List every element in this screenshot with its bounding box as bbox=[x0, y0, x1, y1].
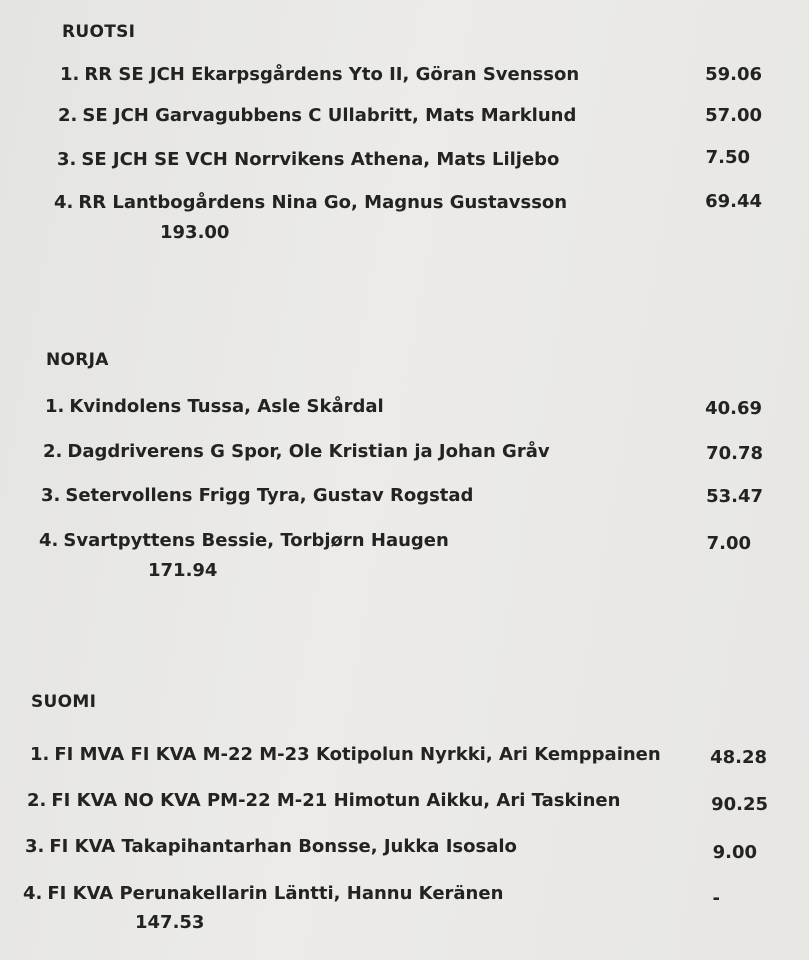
entry-norja-4 bbox=[39, 530, 449, 551]
entry-ruotsi-2 bbox=[58, 105, 576, 126]
entry-number: 4. bbox=[39, 530, 59, 551]
entry-suomi-1 bbox=[30, 744, 661, 765]
entry-suomi-3 bbox=[25, 836, 517, 857]
score-norja-3: 53.47 bbox=[706, 486, 763, 507]
entry-number: 2. bbox=[58, 105, 78, 126]
total-suomi: 147.53 bbox=[135, 912, 205, 933]
entry-text: RR SE JCH Ekarpsgårdens Yto II, Göran Svensson bbox=[84, 64, 580, 85]
section-title-ruotsi: RUOTSI bbox=[62, 22, 136, 42]
entry-norja-1 bbox=[45, 396, 384, 417]
entry-norja-3 bbox=[41, 485, 473, 506]
entry-number: 1. bbox=[30, 744, 50, 765]
score-ruotsi-2: 57.00 bbox=[705, 105, 762, 126]
entry-number: 2. bbox=[27, 790, 47, 811]
entry-text: RR Lantbogårdens Nina Go, Magnus Gustavsson bbox=[78, 192, 568, 213]
entry-number: 1. bbox=[60, 64, 80, 85]
entry-text: SE JCH Garvagubbens C Ullabritt, Mats Marklund bbox=[82, 105, 577, 126]
total-ruotsi: 193.00 bbox=[160, 222, 230, 243]
entry-suomi-4 bbox=[23, 883, 503, 904]
score-norja-4: 7.00 bbox=[706, 533, 751, 554]
entry-text: Svartpyttens Bessie, Torbjørn Haugen bbox=[63, 530, 449, 551]
entry-text: FI MVA FI KVA M-22 M-23 Kotipolun Nyrkki, Ari Kemppainen bbox=[54, 744, 661, 765]
score-suomi-2: 90.25 bbox=[711, 794, 768, 815]
total-norja: 171.94 bbox=[148, 560, 218, 581]
entry-number: 2. bbox=[43, 441, 63, 462]
entry-text: Dagdriverens G Spor, Ole Kristian ja Johan Gråv bbox=[67, 441, 550, 462]
section-title-norja: NORJA bbox=[46, 350, 109, 370]
entry-ruotsi-1 bbox=[60, 64, 579, 85]
entry-ruotsi-4 bbox=[54, 192, 567, 213]
score-suomi-3: 9.00 bbox=[712, 842, 757, 863]
entry-number: 1. bbox=[45, 396, 65, 417]
score-norja-1: 40.69 bbox=[705, 398, 762, 419]
entry-text: SE JCH SE VCH Norrvikens Athena, Mats Liljebo bbox=[81, 149, 560, 170]
score-ruotsi-3: 7.50 bbox=[705, 147, 750, 168]
entry-text: FI KVA NO KVA PM-22 M-21 Himotun Aikku, Ari Taskinen bbox=[51, 790, 621, 811]
entry-text: FI KVA Perunakellarin Läntti, Hannu Keränen bbox=[47, 883, 504, 904]
entry-number: 3. bbox=[57, 149, 77, 170]
entry-text: Setervollens Frigg Tyra, Gustav Rogstad bbox=[65, 485, 474, 506]
entry-suomi-2 bbox=[27, 790, 620, 811]
score-ruotsi-1: 59.06 bbox=[705, 64, 762, 85]
entry-number: 3. bbox=[41, 485, 61, 506]
entry-number: 3. bbox=[25, 836, 45, 857]
entry-text: FI KVA Takapihantarhan Bonsse, Jukka Isosalo bbox=[49, 836, 517, 857]
entry-number: 4. bbox=[54, 192, 74, 213]
score-suomi-4: - bbox=[712, 888, 720, 909]
entry-norja-2 bbox=[43, 441, 550, 462]
entry-number: 4. bbox=[23, 883, 43, 904]
entry-ruotsi-3 bbox=[57, 149, 559, 170]
section-title-suomi: SUOMI bbox=[31, 692, 97, 712]
score-suomi-1: 48.28 bbox=[710, 747, 767, 768]
entry-text: Kvindolens Tussa, Asle Skårdal bbox=[69, 396, 384, 417]
score-norja-2: 70.78 bbox=[706, 443, 763, 464]
score-ruotsi-4: 69.44 bbox=[705, 191, 762, 212]
